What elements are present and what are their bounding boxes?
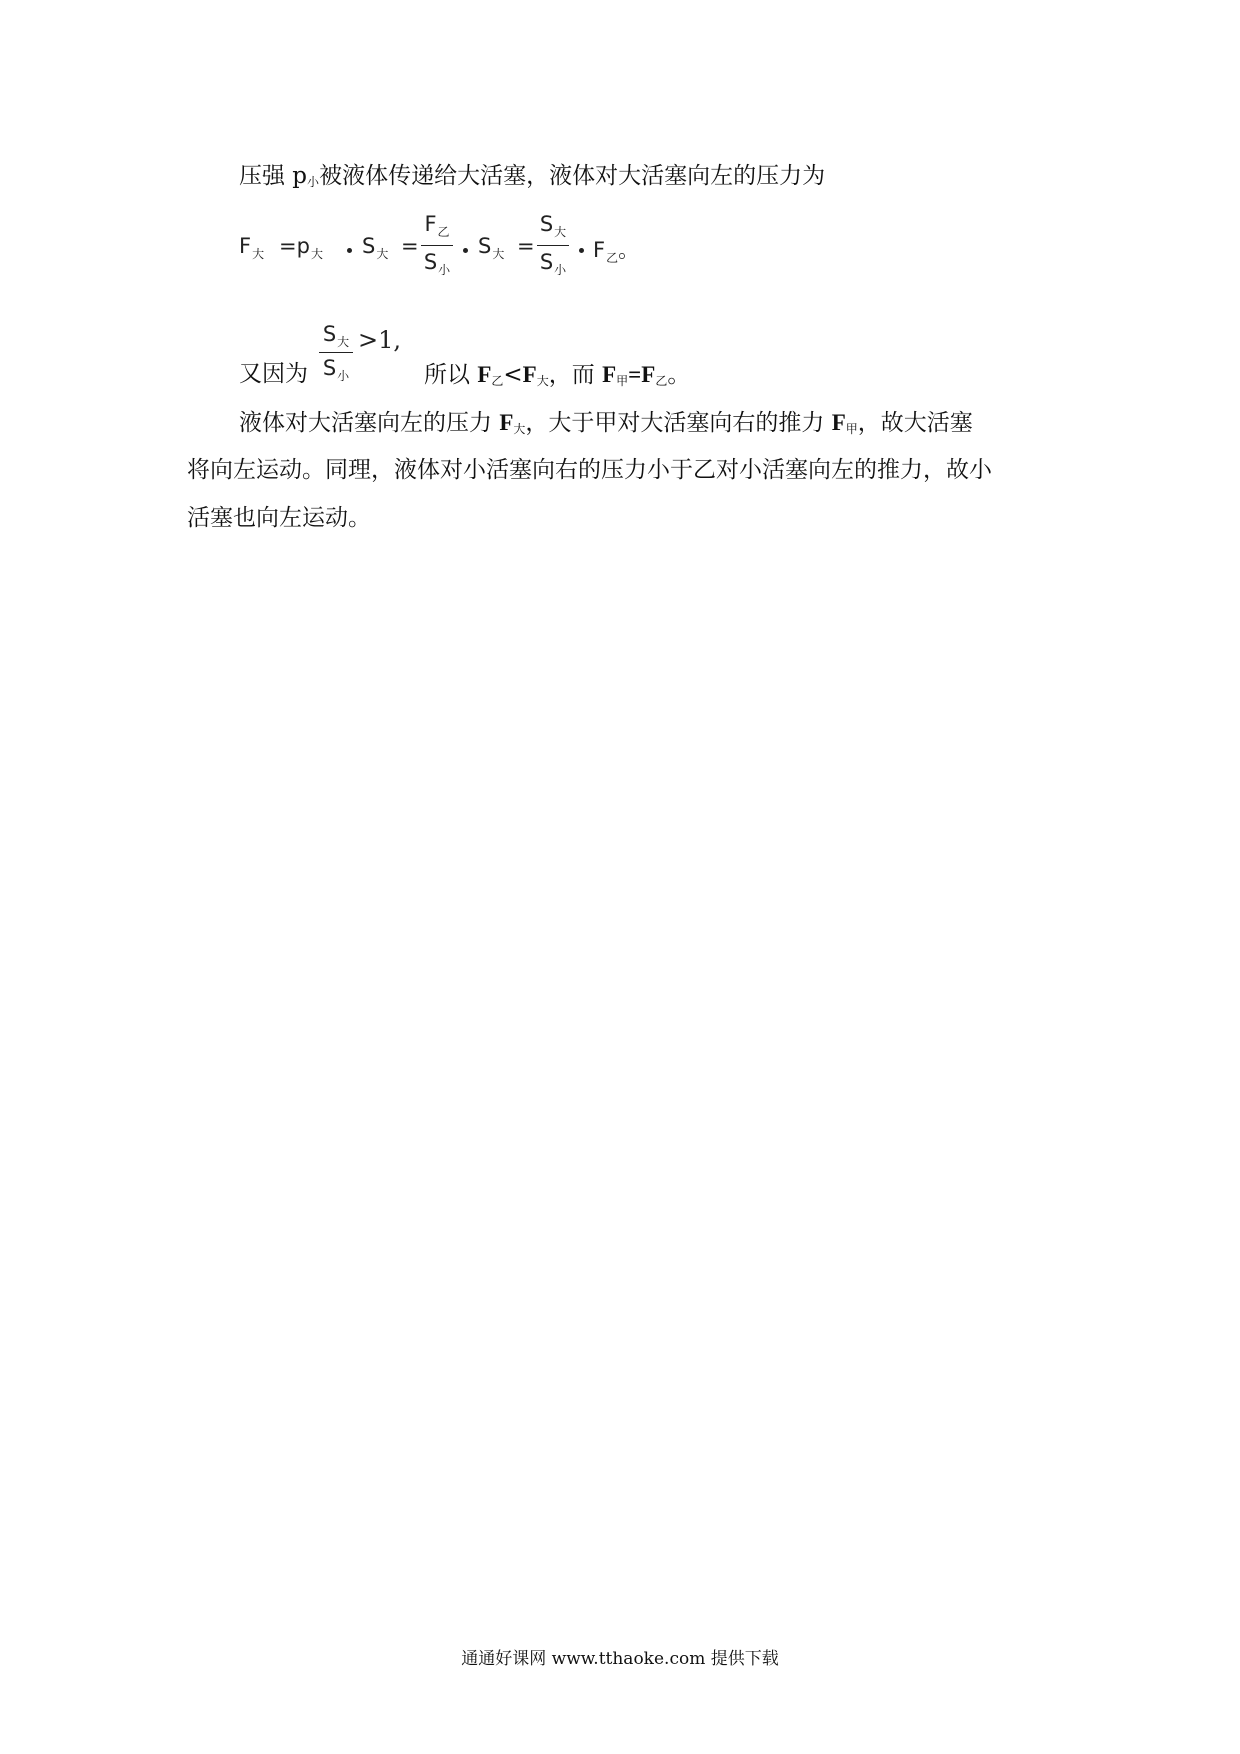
formula-dot-3 [579, 237, 584, 261]
footer-source-note: 通通好课网 www.tthaoke.com 提供下载 [461, 1649, 779, 1669]
formula-eq-2: = [401, 234, 419, 258]
paragraph-conclusion-line-3: 活塞也向左运动。 [187, 505, 371, 531]
paragraph-conclusion-line-2: 将向左运动。同理，液体对小活塞向右的压力小于乙对小活塞向左的推力，故小 [187, 457, 992, 483]
formula-f-yi: $F_乙$。 [593, 238, 640, 265]
fraction-area-ratio: $S_大$ $S_小$ [316, 322, 356, 382]
paragraph-conclusion-line-1: 液体对大活塞向左的压力 F大，大于甲对大活塞向右的推力 F甲，故大活塞 [239, 410, 973, 436]
formula-eq-p: $=p_大$ [279, 234, 323, 261]
paragraph-pressure-transfer [239, 165, 825, 191]
formula-dot-2 [463, 237, 468, 261]
text-greater-than-one: >1, [358, 326, 402, 354]
formula-eq-3: = [517, 234, 535, 258]
paragraph-therefore: 所以 F乙<F大，而 F甲=F乙。 [424, 362, 691, 388]
formula-s-large-2: $S_大$ [478, 234, 505, 261]
document-page: 压强 p小被液体传递给大活塞，液体对大活塞向左的压力为 $F_大$ $=p_大$ $S_大$ = $F_乙$ $S_小$ $S_大$ = $S_大$ $S_小$ $F_乙$。 又因为 $S_大$ $S_小$ >1, 所以 F乙<F大，而 F甲=F乙。 液体对大活塞向左的压力 F大，大于甲对大活塞向右的推力 F甲，故大活塞 将向左运动。同理，液体对小活塞向右的压力小于乙对小活塞向左的推力，故小 活塞也向左运动。 通通好课网 www.tthaoke.com 提供下载 [0, 0, 1240, 1754]
text-pressure-p: 压强 p [239, 163, 308, 189]
formula-dot-1 [347, 237, 352, 261]
text-transfer-sentence: 被液体传递给大活塞，液体对大活塞向左的压力为 [319, 163, 826, 189]
formula-f-large: $F_大$ [239, 234, 265, 261]
paragraph-because-lead: 又因为 [239, 361, 308, 387]
formula-s-large: $S_大$ [362, 234, 389, 261]
subscript-small: 小 [307, 175, 320, 189]
